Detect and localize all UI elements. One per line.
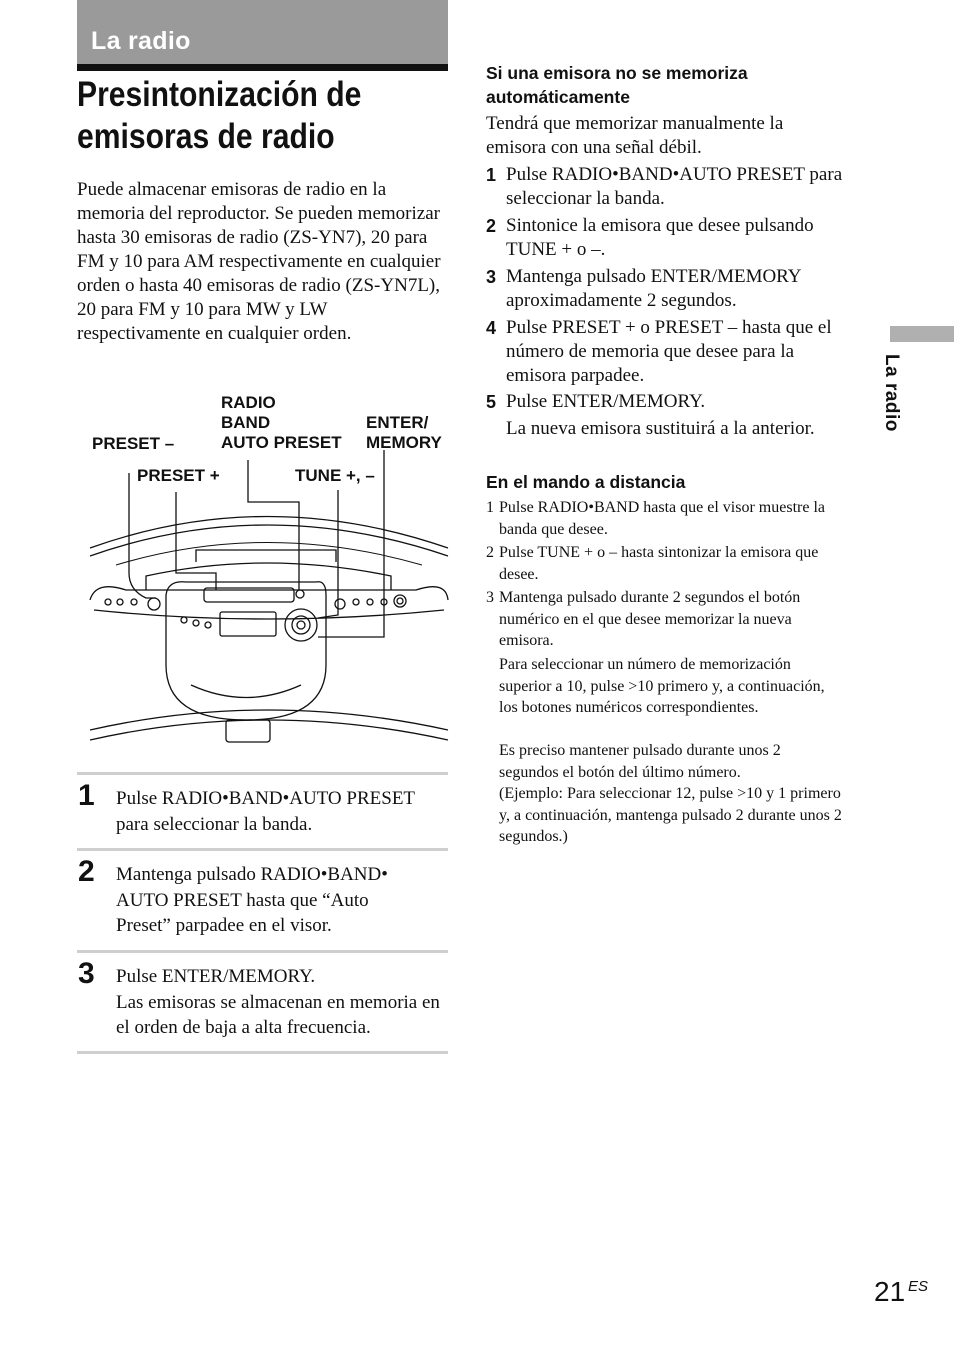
side-tab-label: La radio <box>881 354 902 432</box>
remote-step-1 <box>486 497 856 540</box>
manual-heading-line-2: automáticamente <box>486 87 630 107</box>
page-title-line-2: emisoras de radio <box>77 117 335 156</box>
label-radio-band-auto-preset <box>221 393 342 453</box>
manual-step-number: 4 <box>486 318 497 338</box>
remote-step-number: 3 <box>486 589 494 606</box>
label-preset-minus: PRESET – <box>92 434 175 453</box>
label-radio-line-1: RADIO <box>221 393 276 412</box>
manual-heading <box>486 61 748 109</box>
remote-note-3: (Ejemplo: Para seleccionar 12, pulse >10 y 1 primero y, a continuación, mantenga pulsado 2 durante unos 2 segundos.) <box>499 785 842 845</box>
label-radio-line-2: BAND <box>221 413 271 432</box>
step-2-text: Mantenga pulsado RADIO•BAND• AUTO PRESET hasta que “Auto Preset” parpadee en el visor. <box>116 864 388 936</box>
remote-step-3 <box>486 587 846 652</box>
manual-step-number: 3 <box>486 267 497 287</box>
page-title <box>77 74 404 158</box>
remote-step-text: Pulse RADIO•BAND hasta que el visor muestre la banda que desee. <box>499 499 825 538</box>
step-divider <box>77 848 448 851</box>
section-header-rule <box>77 64 448 71</box>
step-divider <box>77 772 448 775</box>
manual-step-text: Pulse ENTER/MEMORY. <box>506 391 706 412</box>
step-3-text <box>116 964 451 1041</box>
remote-step-number: 1 <box>486 499 494 516</box>
step-3-line-2: Las emisoras se almacenan en memoria en el orden de baja a alta frecuencia. <box>116 991 440 1038</box>
step-divider <box>77 950 448 953</box>
remote-step-text: Mantenga pulsado durante 2 segundos el botón numérico en el que desee memorizar la nueva emisora. <box>499 589 801 649</box>
remote-step-number: 2 <box>486 544 494 561</box>
manual-step-text: Sintonice la emisora que desee pulsando TUNE + o –. <box>506 215 814 260</box>
manual-step-number: 5 <box>486 392 497 412</box>
page-title-line-1: Presintonización de <box>77 75 362 114</box>
manual-step-2 <box>486 214 856 262</box>
label-enter-memory <box>366 413 442 453</box>
remote-heading: En el mando a distancia <box>486 472 686 492</box>
manual-step-5 <box>486 390 856 414</box>
side-tab-bar <box>890 326 954 342</box>
label-enter-line-2: MEMORY <box>366 433 442 452</box>
label-tune: TUNE +, – <box>295 466 375 485</box>
remote-note-2: Es preciso mantener pulsado durante unos 2 segundos el botón del último número. <box>499 742 781 781</box>
side-tab <box>880 354 910 454</box>
manual-step-number: 2 <box>486 216 497 236</box>
label-enter-line-1: ENTER/ <box>366 413 429 432</box>
step-3-number: 3 <box>78 957 95 990</box>
section-title: La radio <box>91 27 191 55</box>
device-diagram <box>86 390 452 750</box>
step-2-number: 2 <box>78 855 95 888</box>
step-3-line-1: Pulse ENTER/MEMORY. <box>116 966 316 987</box>
remote-step-text: Pulse TUNE + o – hasta sintonizar la emisora que desee. <box>499 544 819 583</box>
step-1-number: 1 <box>78 779 95 812</box>
remote-step-2 <box>486 542 856 585</box>
manual-intro: Tendrá que memorizar manualmente la emisora con una señal débil. <box>486 113 784 158</box>
step-1-text: Pulse RADIO•BAND•AUTO PRESET para seleccionar la banda. <box>116 788 415 835</box>
manual-step-4 <box>486 316 848 388</box>
intro-paragraph: Puede almacenar emisoras de radio en la memoria del reproductor. Se pueden memorizar hasta 30 emisoras de radio (ZS-YN7), 20 para FM y 10 para AM respectivamente en cualquier orden o hasta 40 emisoras de radio (ZS-YN7L), 20 para FM y 10 para MW y LW respectivamente en cualquier orden. <box>77 179 441 344</box>
manual-heading-line-1: Si una emisora no se memoriza <box>486 63 748 83</box>
manual-step-text: Pulse RADIO•BAND•AUTO PRESET para seleccionar la banda. <box>506 164 843 209</box>
remote-note-1: Para seleccionar un número de memorización superior a 10, pulse >10 primero y, a continuación, los botones numéricos correspondientes. <box>499 656 825 716</box>
page-number: 21 <box>874 1276 906 1307</box>
manual-step-number: 1 <box>486 165 497 185</box>
manual-step-1 <box>486 163 846 211</box>
step-divider <box>77 1051 448 1054</box>
manual-step-3 <box>486 265 856 313</box>
manual-step-text: Pulse PRESET + o PRESET – hasta que el número de memoria que desee para la emisora parpadee. <box>506 317 832 386</box>
manual-step-text: Mantenga pulsado ENTER/MEMORY aproximadamente 2 segundos. <box>506 266 801 311</box>
page-number-suffix: ES <box>908 1278 929 1295</box>
label-radio-line-3: AUTO PRESET <box>221 433 342 452</box>
manual-note: La nueva emisora sustituirá a la anterior. <box>506 418 815 439</box>
label-preset-plus: PRESET + <box>137 466 220 485</box>
